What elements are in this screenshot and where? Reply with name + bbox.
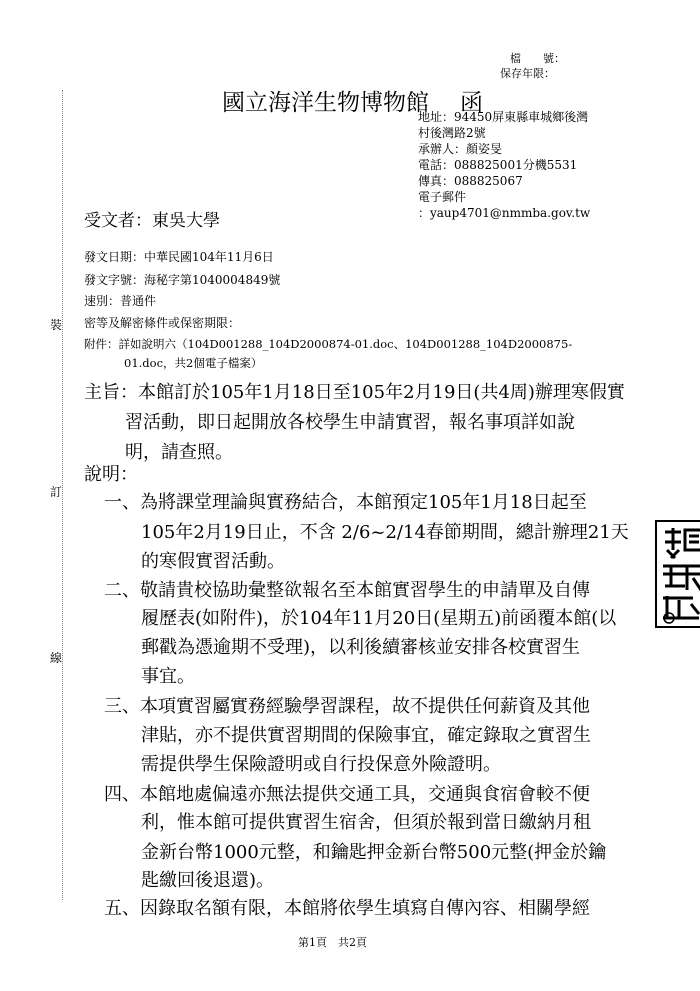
page-number: 第1頁 共2頁	[298, 936, 367, 949]
seal-stamp-icon	[655, 520, 700, 628]
subject-line-3: 明，請查照。	[125, 442, 233, 463]
handler: 承辦人：顏姿旻	[418, 142, 503, 156]
item-line: 二、敬請貴校協助彙整欲報名至本館實習學生的申請單及自傳	[104, 580, 590, 601]
address-line-2: 村後灣路2號	[418, 126, 486, 140]
document-type: 函	[460, 90, 483, 116]
document-number: 發文字號：海秘字第1040004849號	[84, 273, 281, 287]
recipient: 受文者：東吳大學	[84, 211, 220, 231]
email-address: ：yaup4701@nmmba.gov.tw	[418, 206, 591, 220]
item-line: 金新台幣1000元整，和鑰匙押金新台幣500元整(押金於鑰	[141, 842, 607, 863]
fax: 傳真：088825067	[418, 174, 523, 188]
delivery-speed: 速別：普通件	[84, 294, 157, 308]
item-line: 津貼，亦不提供實習期間的保險事宜，確定錄取之實習生	[141, 725, 591, 746]
file-number-label: 檔 號：	[510, 52, 565, 65]
item-line: 的寒假實習活動。	[141, 551, 285, 572]
item-line: 匙繳回後退還)。	[141, 870, 275, 891]
item-line: 利，惟本館可提供實習生宿舍，但須於報到當日繳納月租	[141, 812, 591, 833]
item-line: 四、本館地處偏遠亦無法提供交通工具，交通與食宿會較不便	[104, 784, 590, 805]
item-line: 郵戳為憑逾期不受理)，以利後續審核並安排各校實習生	[141, 637, 581, 658]
item-line: 需提供學生保險證明或自行投保意外險證明。	[141, 754, 501, 775]
attachment-line-1: 附件：詳如說明六（104D001288_104D2000874-01.doc、104D001288_104D2000875-	[84, 337, 573, 351]
address-line-1: 地址：94450屏東縣車城鄉後灣	[418, 110, 589, 124]
email-label: 電子郵件	[418, 190, 467, 204]
secrecy-level: 密等及解密條件或保密期限：	[84, 316, 241, 330]
binding-line	[62, 90, 63, 900]
retention-period-label: 保存年限：	[500, 67, 555, 80]
item-line: 一、為將課堂理論與實務結合，本館預定105年1月18日起至	[104, 492, 587, 513]
item-line: 三、本項實習屬實務經驗學習課程，故不提供任何薪資及其他	[104, 696, 590, 717]
item-line: 五、因錄取名額有限，本館將依學生填寫自傳內容、相關學經	[104, 898, 590, 919]
binding-label-ding: 訂	[50, 480, 62, 503]
item-line: 105年2月19日止，不含 2/6~2/14春節期間，總計辦理21天	[141, 522, 629, 543]
issue-date: 發文日期：中華民國104年11月6日	[84, 250, 274, 264]
binding-label-zhuang: 裝	[50, 313, 62, 336]
document-title: 國立海洋生物博物館	[222, 90, 429, 116]
attachment-line-2: 01.doc，共2個電子檔案）	[124, 356, 263, 370]
subject-line-1: 主旨：本館訂於105年1月18日至105年2月19日(共4周)辦理寒假實	[84, 382, 625, 403]
phone: 電話：088825001分機5531	[418, 158, 578, 172]
subject-line-2: 習活動，即日起開放各校學生申請實習，報名事項詳如說	[125, 412, 575, 433]
explanation-label: 說明：	[84, 464, 138, 485]
item-line: 履歷表(如附件)，於104年11月20日(星期五)前函覆本館(以	[141, 608, 617, 629]
item-line: 事宜。	[141, 666, 195, 687]
binding-label-xian: 線	[50, 646, 62, 669]
